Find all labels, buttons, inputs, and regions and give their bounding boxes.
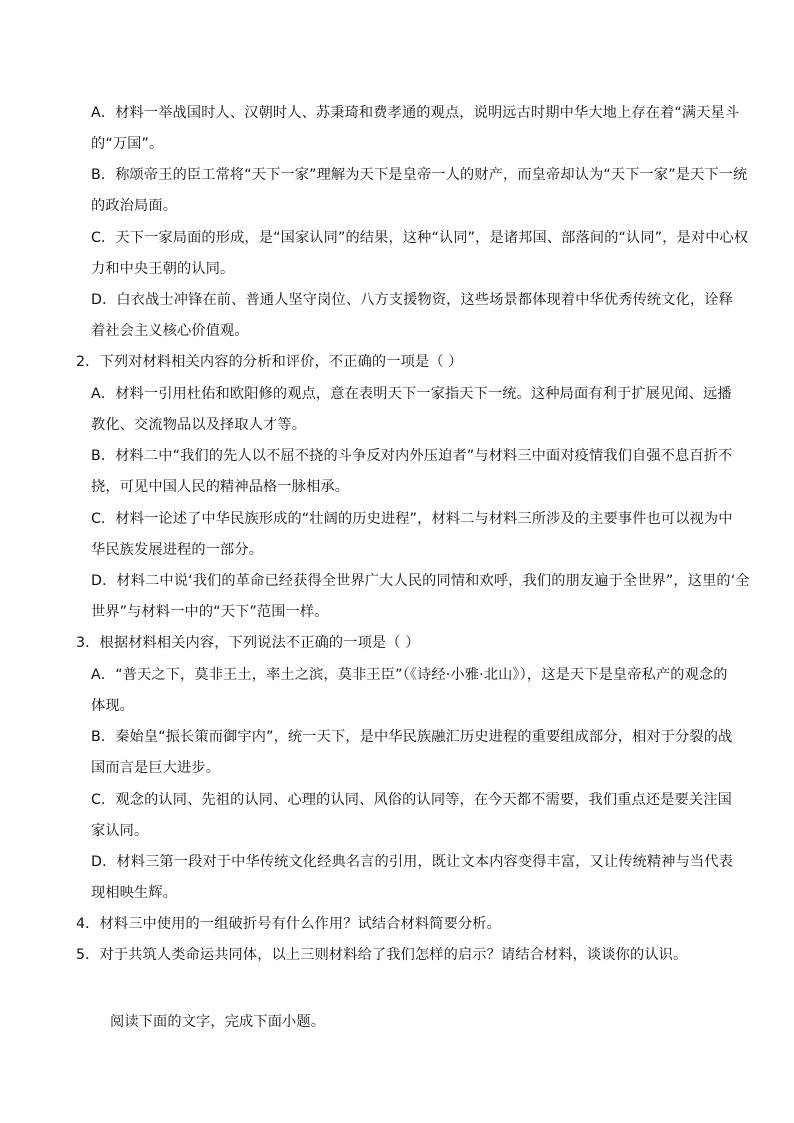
option-b-line-2: 的政治局面。 bbox=[91, 198, 178, 214]
q2-option-a-line-1: A．材料一引用杜佑和欧阳修的观点，意在表明天下一家指天下一统。这种局面有利于扩展见闻、远播 bbox=[91, 386, 732, 402]
q2-option-c-line-1: C．材料一论述了中华民族形成的“壮阔的历史进程”，材料二与材料三所涉及的主要事件也可以视为中 bbox=[91, 511, 733, 527]
option-b-line-1: B．称颂帝王的臣工常将“天下一家”理解为天下是皇帝一人的财产，而皇帝却认为“天下一家”是天下一统 bbox=[91, 167, 748, 183]
q3-option-a-line-2: 体现。 bbox=[91, 698, 135, 714]
option-a-line-1: A．材料一举战国时人、汉朝时人、苏秉琦和费孝通的观点，说明远古时期中华大地上存在着“满天星斗 bbox=[91, 105, 740, 121]
option-d-line-1: D．白衣战士冲锋在前、普通人坚守岗位、八方支援物资，这些场景都体现着中华优秀传统文化，诠释 bbox=[91, 292, 733, 308]
q3-option-d-line-1: D．材料三第一段对于中华传统文化经典名言的引用，既让文本内容变得丰富，又让传统精神与当代表 bbox=[91, 854, 733, 870]
q2-option-b-line-1: B．材料二中“我们的先人以不屈不挠的斗争反对内外压迫者”与材料三中面对疫情我们自强不息百折不 bbox=[91, 448, 733, 464]
q3-option-c-line-2: 家认同。 bbox=[91, 823, 149, 839]
option-c-line-2: 力和中央王朝的认同。 bbox=[91, 261, 235, 277]
q3-option-c-line-1: C．观念的认同、先祖的认同、心理的认同、风俗的认同等，在今天都不需要，我们重点还是要关注国 bbox=[91, 792, 732, 808]
option-c-line-1: C．天下一家局面的形成，是“国家认同”的结果，这种“认同”，是诸邦国、部落间的“认同”，是对中心权 bbox=[91, 230, 749, 246]
q2-option-b-line-2: 挠，可见中国人民的精神品格一脉相承。 bbox=[91, 479, 350, 495]
reading-instruction: 阅读下面的文字，完成下面小题。 bbox=[110, 1014, 326, 1030]
q3-option-d-line-2: 现相映生辉。 bbox=[91, 885, 178, 901]
q2-option-c-line-2: 华民族发展进程的一部分。 bbox=[91, 542, 264, 558]
option-a-line-2: 的“万国”。 bbox=[91, 136, 164, 152]
q2-option-d-line-1: D．材料二中说‘我们的革命已经获得全世界广大人民的同情和欢呼，我们的朋友遍于全世界”，这里的‘全 bbox=[91, 573, 750, 589]
option-d-line-2: 着社会主义核心价值观。 bbox=[91, 323, 249, 339]
question-5-stem: 5．对于共筑人类命运共同体，以上三则材料给了我们怎样的启示？请结合材料，谈谈你的认识。 bbox=[76, 947, 688, 963]
question-3-stem: 3．根据材料相关内容，下列说法不正确的一项是（ ） bbox=[76, 635, 420, 651]
q2-option-d-line-2: 世界”与材料一中的“天下”范围一样。 bbox=[91, 604, 329, 620]
q3-option-b-line-2: 国而言是巨大进步。 bbox=[91, 760, 221, 776]
question-2-stem: 2．下列对材料相关内容的分析和评价，不正确的一项是（ ） bbox=[76, 354, 463, 370]
question-4-stem: 4．材料三中使用的一组破折号有什么作用？试结合材料简要分析。 bbox=[76, 916, 501, 932]
q2-option-a-line-2: 教化、交流物品以及择取人才等。 bbox=[91, 417, 307, 433]
q3-option-b-line-1: B．秦始皇“振长策而御宇内”，统一天下，是中华民族融汇历史进程的重要组成部分，相对于分裂的战 bbox=[91, 729, 733, 745]
q3-option-a-line-1: A．“普天之下，莫非王土，率土之滨，莫非王臣”（《诗经·小雅·北山》），这是天下是皇帝私产的观念的 bbox=[91, 667, 728, 683]
